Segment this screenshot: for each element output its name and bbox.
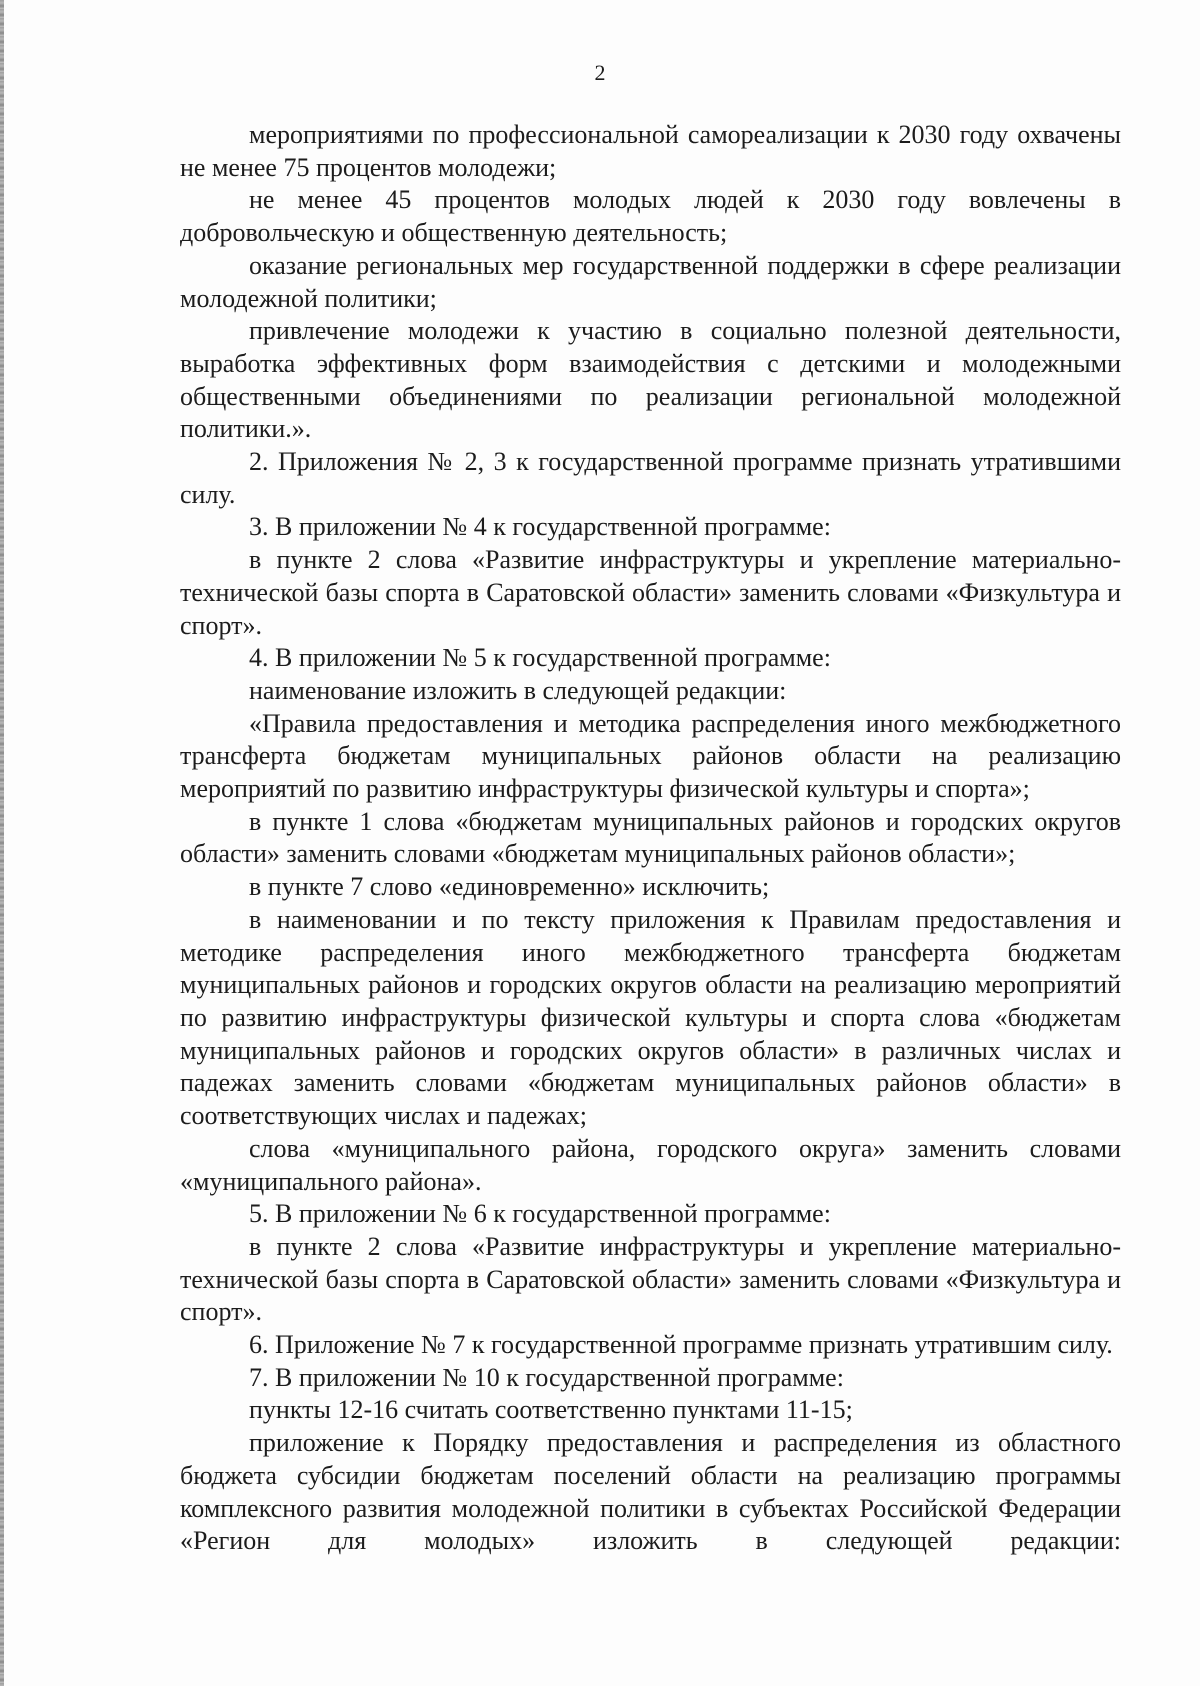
paragraph: не менее 45 процентов молодых людей к 2030 году вовлечены в добровольческую и общественную деятельность; bbox=[180, 185, 1121, 248]
paragraph: слова «муниципального района, городского округа» заменить словами «муниципального района». bbox=[180, 1133, 1121, 1196]
paragraph: оказание региональных мер государственной поддержки в сфере реализации молодежной политики; bbox=[180, 250, 1121, 313]
document-body bbox=[180, 119, 1121, 1558]
paragraph: 4. В приложении № 5 к государственной программе: bbox=[249, 643, 831, 673]
paragraph: в пункте 2 слова «Развитие инфраструктуры и укрепление материально-технической базы спорта в Саратовской области» заменить словами «Физкультура и спорт». bbox=[180, 1231, 1121, 1327]
paragraph: 3. В приложении № 4 к государственной программе: bbox=[249, 512, 831, 542]
paragraph: в пункте 1 слова «бюджетам муниципальных районов и городских округов области» заменить словами «бюджетам муниципальных районов области»; bbox=[180, 806, 1121, 869]
paragraph: «Правила предоставления и методика распределения иного межбюджетного трансферта бюджетам муниципальных районов области на реализацию мероприятий по развитию инфраструктуры физической культуры и спорта»; bbox=[180, 708, 1121, 804]
paragraph: мероприятиями по профессиональной самореализации к 2030 году охвачены не менее 75 процентов молодежи; bbox=[180, 120, 1121, 182]
paragraph: 7. В приложении № 10 к государственной программе: bbox=[249, 1362, 844, 1392]
paragraph: пункты 12-16 считать соответственно пунктами 11-15; bbox=[249, 1395, 853, 1425]
scan-edge bbox=[0, 0, 4, 1686]
paragraph: в пункте 7 слово «единовременно» исключить; bbox=[249, 872, 770, 902]
paragraph: приложение к Порядку предоставления и распределения из областного бюджета субсидии бюджетам поселений области на реализацию программы комплексного развития молодежной политики в субъектах Российской Федерации «Регион для молодых» изложить в следующей редакции: bbox=[180, 1428, 1121, 1556]
paragraph: привлечение молодежи к участию в социально полезной деятельности, выработка эффективных форм взаимодействия с детскими и молодежными общественными объединениями по реализации региональной молодежной политики.». bbox=[180, 316, 1121, 444]
paragraph: 6. Приложение № 7 к государственной программе признать утратившим силу. bbox=[249, 1330, 1113, 1360]
paragraph: в пункте 2 слова «Развитие инфраструктуры и укрепление материально-технической базы спорта в Саратовской области» заменить словами «Физкультура и спорт». bbox=[180, 545, 1121, 640]
page-number: 2 bbox=[594, 60, 606, 85]
paragraph: 5. В приложении № 6 к государственной программе: bbox=[249, 1199, 831, 1229]
paragraph: 2. Приложения № 2, 3 к государственной программе признать утратившими силу. bbox=[180, 447, 1121, 509]
paragraph: в наименовании и по тексту приложения к Правилам предоставления и методике распределения иного межбюджетного трансферта бюджетам муниципальных районов и городских округов области на реализацию мероприятий по развитию инфраструктуры физической культуры и спорта слова «бюджетам муниципальных районов и городских округов области» в различных числах и падежах заменить словами «бюджетам муниципальных районов области» в соответствующих числах и падежах; bbox=[180, 904, 1121, 1131]
paragraph: наименование изложить в следующей редакции: bbox=[249, 675, 787, 705]
